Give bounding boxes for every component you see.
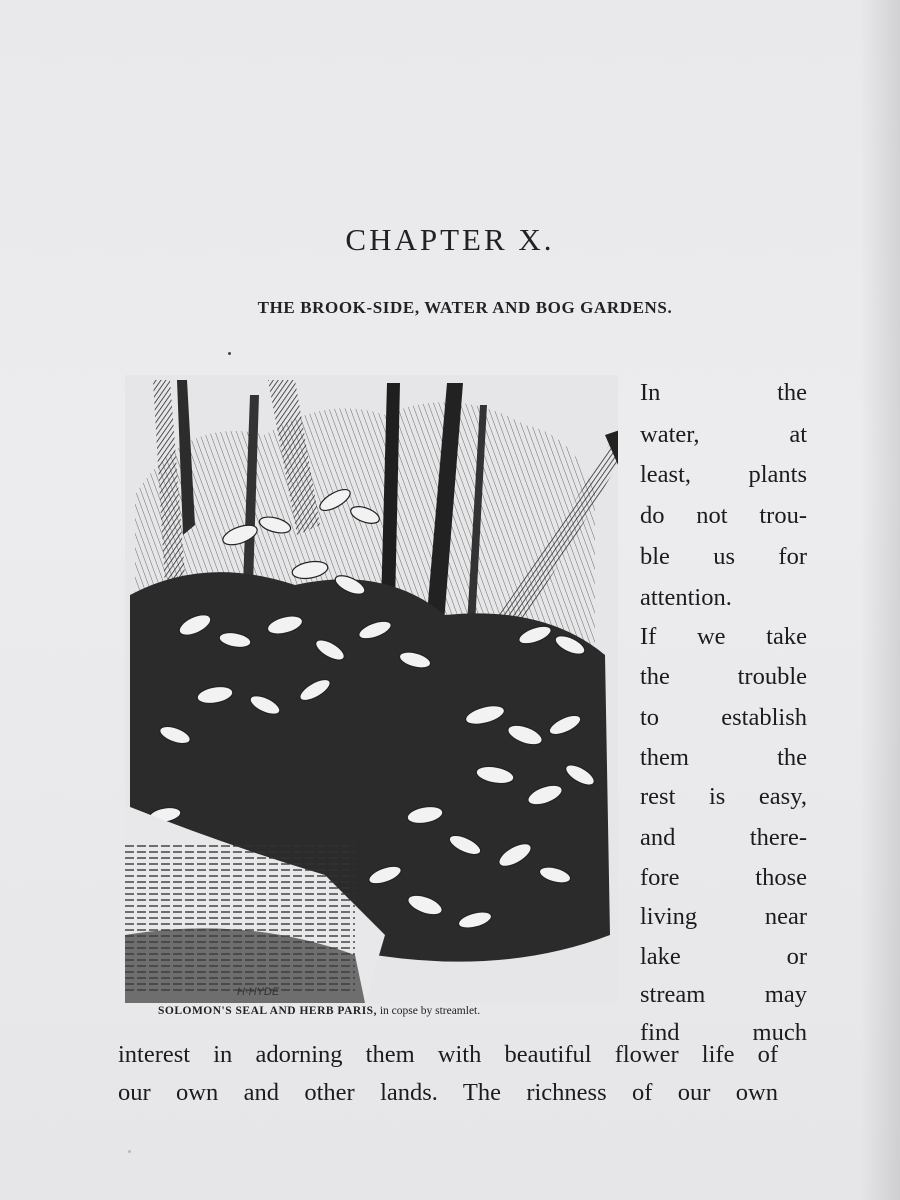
column-line: living near — [640, 903, 807, 930]
column-line: them the — [640, 744, 807, 771]
column-line: to establish — [640, 704, 807, 731]
column-line: In the — [640, 379, 807, 406]
column-line: and there- — [640, 824, 807, 851]
column-line: find much — [640, 1019, 807, 1046]
chapter-title: CHAPTER X. — [345, 222, 555, 257]
column-line: fore those — [640, 864, 807, 891]
column-line: stream may — [640, 981, 807, 1008]
page-edge-shadow — [860, 0, 900, 1200]
caption-caps: SOLOMON'S SEAL AND HERB PARIS, — [158, 1005, 377, 1017]
column-line: the trouble — [640, 663, 807, 690]
column-line: do not trou- — [640, 502, 807, 529]
stray-mark — [228, 352, 231, 355]
body-line: interest in adorning them with beautiful flower life of — [118, 1041, 778, 1068]
stray-mark — [128, 1150, 131, 1153]
column-line: least, plants — [640, 461, 807, 488]
engraver-signature: H·HYDE — [237, 986, 280, 998]
column-line: lake or — [640, 943, 807, 970]
body-line: our own and other lands. The richness of our own — [118, 1079, 778, 1106]
illustration-caption — [158, 1005, 480, 1017]
caption-rest: in copse by streamlet. — [376, 1005, 481, 1017]
column-line: water, at — [640, 421, 807, 448]
column-line: If we take — [640, 623, 807, 650]
column-line: ble us for — [640, 543, 807, 570]
engraving-illustration — [125, 375, 618, 1003]
column-line: attention. — [640, 584, 732, 611]
column-line: rest is easy, — [640, 783, 807, 810]
chapter-subtitle: THE BROOK-SIDE, WATER AND BOG GARDENS. — [257, 298, 673, 317]
